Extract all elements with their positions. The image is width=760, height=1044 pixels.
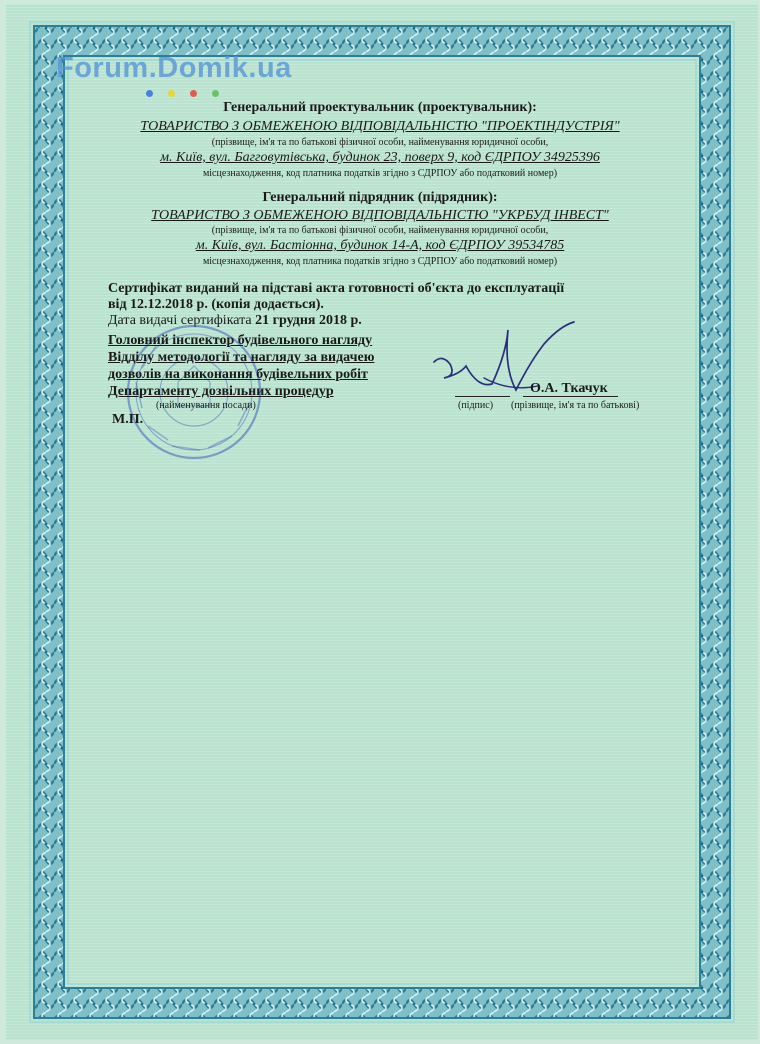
watermark-text: Forum.Domik.ua xyxy=(56,52,292,84)
designer-company-caption: (прізвище, ім'я та по батькові фізичної особи, найменування юридичної особи, xyxy=(211,137,549,148)
contractor-company: ТОВАРИСТВО З ОБМЕЖЕНОЮ ВІДПОВІДАЛЬНІСТЮ "УКРБУД ІНВЕСТ" xyxy=(151,208,609,223)
issue-date-value: 21 грудня 2018 р. xyxy=(255,313,362,328)
position-line-1: Головний інспектор будівельного нагляду xyxy=(108,333,373,348)
designer-address-caption: місцезнаходження, код платника податків згідно з СДРПОУ або податковий номер) xyxy=(202,168,558,179)
designer-heading: Генеральний проектувальник (проектувальник): xyxy=(223,100,537,115)
position-caption: (найменування посади) xyxy=(156,400,256,411)
signature-underline xyxy=(455,396,510,397)
position-line-2: Відділу методології та нагляду за видачею xyxy=(108,350,375,365)
designer-company: ТОВАРИСТВО З ОБМЕЖЕНОЮ ВІДПОВІДАЛЬНІСТЮ "ПРОЕКТІНДУСТРІЯ" xyxy=(140,119,620,134)
seal-label: М.П. xyxy=(112,412,144,427)
contractor-address-caption: місцезнаходження, код платника податків згідно з СДРПОУ або податковий номер) xyxy=(202,256,558,267)
certificate-basis-line-1: Сертифікат виданий на підставі акта готовності об'єкта до експлуатації xyxy=(108,281,565,296)
certificate-basis-line-2: від 12.12.2018 р. (копія додається). xyxy=(108,297,324,312)
contractor-company-caption: (прізвище, ім'я та по батькові фізичної особи, найменування юридичної особи, xyxy=(211,225,549,236)
watermark-dot xyxy=(212,90,219,97)
position-line-3: дозволів на виконання будівельних робіт xyxy=(108,367,368,382)
signatory-name: О.А. Ткачук xyxy=(530,381,608,396)
signature-caption: (підпис) xyxy=(458,400,494,411)
watermark-dot xyxy=(146,90,153,97)
designer-address: м. Київ, вул. Багговутівська, будинок 23, поверх 9, код ЄДРПОУ 34925396 xyxy=(160,150,600,165)
position-line-4: Департаменту дозвільних процедур xyxy=(108,384,334,399)
contractor-heading: Генеральний підрядник (підрядник): xyxy=(262,190,498,205)
contractor-address: м. Київ, вул. Бастіонна, будинок 14-А, код ЄДРПОУ 39534785 xyxy=(195,238,565,253)
name-caption: (прізвище, ім'я та по батькові) xyxy=(511,400,640,411)
watermark-dot xyxy=(168,90,175,97)
issue-date-label: Дата видачі сертифіката xyxy=(108,313,256,328)
watermark-dot xyxy=(190,90,197,97)
